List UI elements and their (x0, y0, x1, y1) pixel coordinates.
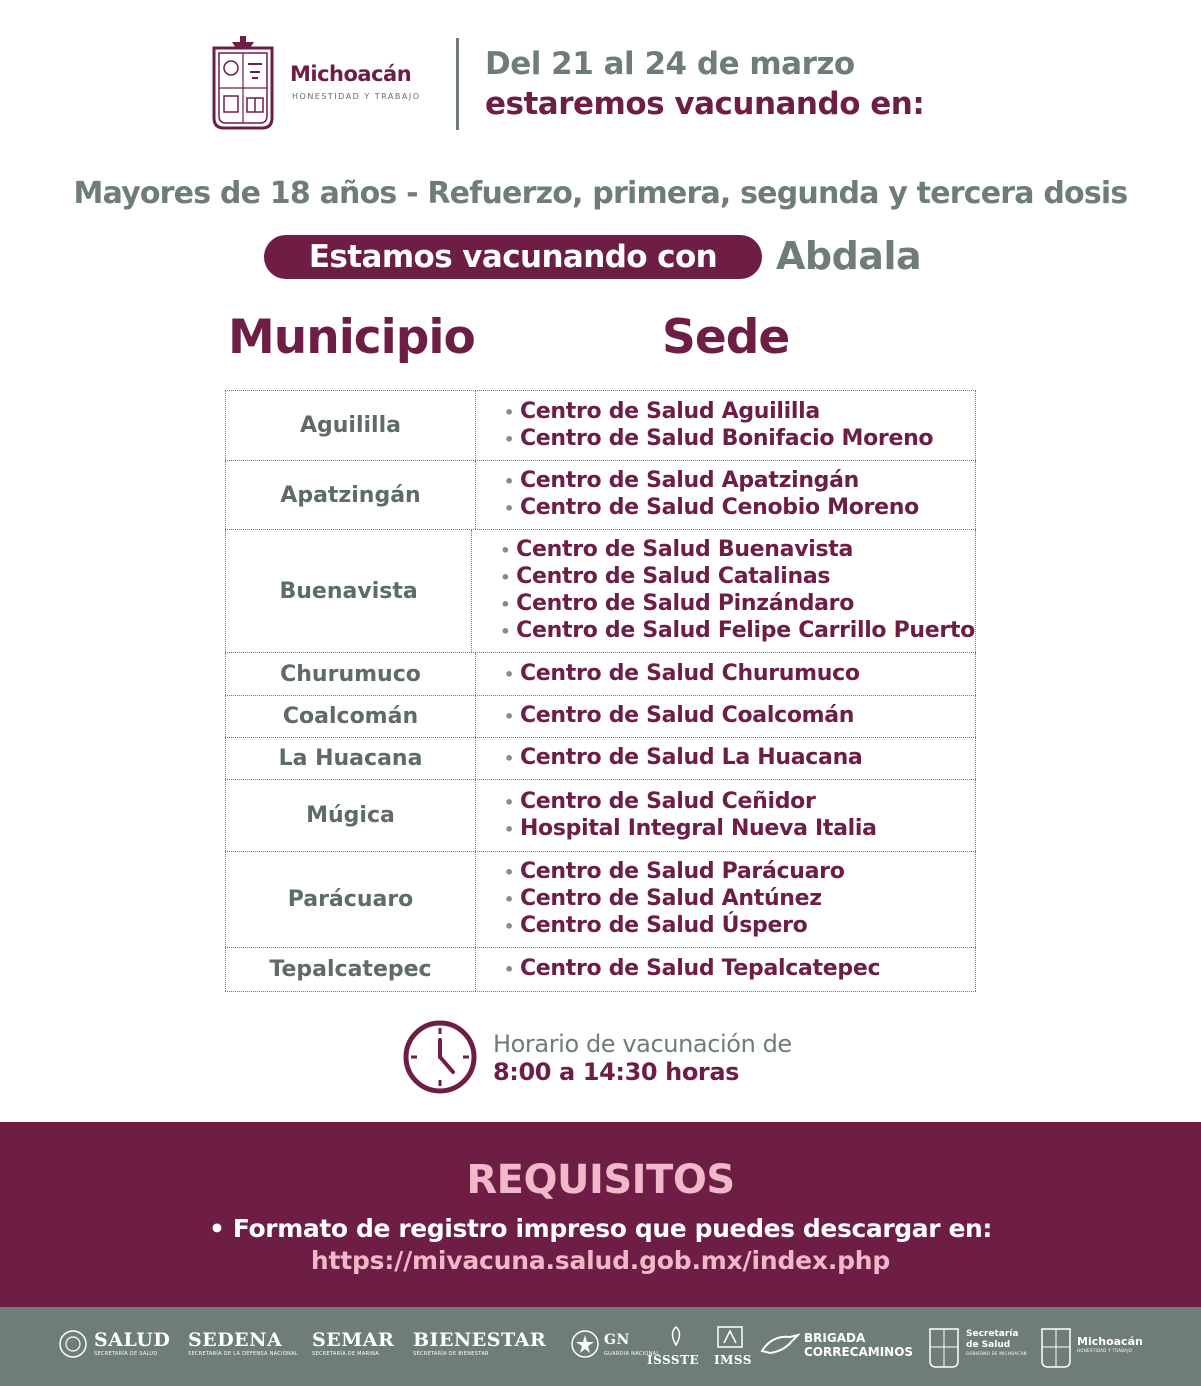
sede-item (500, 564, 975, 591)
schedule (400, 1016, 830, 1096)
clock-icon (400, 1016, 480, 1096)
michoacan-coat-of-arms-logo (210, 34, 276, 130)
michoacan-shield-icon (1040, 1323, 1072, 1369)
guardia-nacional-emblem-icon (570, 1329, 600, 1359)
bullet-icon: • (504, 402, 514, 422)
municipio-cell: Múgica (225, 780, 476, 851)
table-row (225, 390, 976, 460)
sede-name: Centro de Salud Felipe Carrillo Puerto (516, 618, 975, 643)
sede-name: Centro de Salud Aguililla (519, 398, 820, 424)
sede-name: Centro de Salud Churumuco (519, 660, 860, 686)
header-divider (456, 38, 459, 130)
sede-cell (476, 780, 976, 851)
column-header-municipio: Municipio (228, 310, 475, 365)
sede-item (500, 618, 975, 645)
sedena-logo-subtitle: SECRETARÍA DE LA DEFENSA NACIONAL (188, 1351, 298, 1357)
sede-item (504, 745, 975, 772)
table-row (225, 947, 976, 992)
requirements-section (0, 1122, 1201, 1307)
sedena-logo (188, 1329, 298, 1357)
sede-item (504, 886, 975, 913)
imss-emblem-icon (716, 1325, 744, 1349)
semar-logo-subtitle: SECRETARÍA DE MARINA (312, 1351, 379, 1357)
table-row (225, 460, 976, 529)
header (210, 34, 1010, 134)
bienestar-logo-text: BIENESTAR (413, 1329, 547, 1351)
sede-item (500, 591, 975, 618)
gn-logo-subtitle: GUARDIA NACIONAL (604, 1351, 660, 1357)
footer-logos (0, 1307, 1201, 1386)
municipio-cell: Aguililla (225, 391, 476, 460)
requirements-title: REQUISITOS (466, 1157, 735, 1203)
sede-cell (476, 696, 976, 737)
table-row (225, 851, 976, 947)
semar-logo (312, 1329, 394, 1357)
sede-name: Centro de Salud Tepalcatepec (519, 956, 881, 981)
bullet-icon: • (500, 622, 511, 641)
bullet-icon: • (504, 960, 514, 979)
michoacan-footer-text: Michoacán (1077, 1335, 1143, 1348)
bullet-icon: • (504, 472, 514, 491)
sedena-logo-text: SEDENA (188, 1329, 283, 1351)
bullet-icon: • (504, 429, 514, 449)
table-row (225, 779, 976, 851)
issste-logo-text: ISSSTE (647, 1353, 700, 1367)
roadrunner-icon (760, 1331, 800, 1359)
sede-name: Centro de Salud Pinzándaro (516, 591, 855, 616)
sites-table (225, 390, 976, 992)
bullet-icon: • (504, 792, 514, 812)
municipio-cell: Tepalcatepec (225, 948, 476, 991)
bullet-icon: • (504, 749, 514, 768)
sede-cell (476, 391, 976, 460)
sede-name: Centro de Salud Ceñidor (519, 788, 816, 814)
table-row (225, 529, 976, 652)
bullet-icon: • (500, 568, 511, 587)
sede-name: Centro de Salud Buenavista (516, 537, 854, 562)
municipio-cell: Churumuco (225, 653, 476, 695)
bienestar-logo (413, 1329, 546, 1357)
brand-tagline: HONESTIDAD Y TRABAJO (292, 92, 421, 101)
table-row (225, 737, 976, 779)
sede-item (504, 816, 975, 843)
bullet-icon: • (504, 890, 514, 909)
brigada-logo-text: BRIGADA (804, 1331, 866, 1345)
imss-logo (714, 1349, 752, 1371)
sede-name: Centro de Salud Parácuaro (519, 859, 845, 884)
sede-name: Centro de Salud Catalinas (516, 564, 831, 589)
brigada-correcaminos-logo (804, 1331, 913, 1359)
bienestar-logo-subtitle: SECRETARÍA DE BIENESTAR (413, 1351, 489, 1357)
michoacan-footer-subtitle: HONESTIDAD Y TRABAJO (1077, 1348, 1133, 1353)
municipio-cell: Apatzingán (225, 461, 476, 529)
correcaminos-logo-text: CORRECAMINOS (804, 1345, 914, 1359)
sede-item (504, 468, 975, 495)
requirement-item: • Formato de registro impreso que puedes descargar en: (208, 1214, 993, 1243)
imss-logo-text: IMSS (714, 1353, 752, 1367)
secretaria-salud-logo (966, 1329, 1027, 1356)
michoacan-footer-logo (1077, 1335, 1143, 1353)
semar-logo-text: SEMAR (312, 1329, 395, 1351)
sede-name: Centro de Salud Bonifacio Moreno (519, 425, 934, 451)
secretaria-logo-text: Secretaría (966, 1329, 1019, 1339)
sede-name: Centro de Salud Úspero (519, 913, 808, 938)
schedule-hours: 8:00 a 14:30 horas (493, 1058, 740, 1086)
sede-item (504, 703, 975, 730)
sede-cell (476, 852, 976, 947)
municipio-cell: Coalcomán (225, 696, 476, 737)
bullet-icon: • (504, 664, 514, 684)
issste-logo (647, 1349, 699, 1371)
sede-name: Centro de Salud Antúnez (519, 886, 822, 911)
salud-logo-text: SALUD (94, 1329, 171, 1351)
column-header-sede: Sede (662, 310, 790, 365)
brand-name: Michoacán (290, 62, 412, 86)
municipio-cell: Buenavista (225, 530, 472, 652)
registration-url-link[interactable]: https://mivacuna.salud.gob.mx/index.php (310, 1246, 891, 1275)
municipio-cell: Parácuaro (225, 852, 476, 947)
vaccine-name: Abdala (776, 234, 922, 278)
municipio-cell: La Huacana (225, 738, 476, 779)
table-row (225, 695, 976, 737)
bullet-icon: • (504, 499, 514, 518)
bullet-icon: • (504, 819, 514, 839)
date-range: Del 21 al 24 de marzo (485, 46, 855, 82)
sede-item (500, 537, 975, 564)
sede-name: Centro de Salud La Huacana (519, 745, 863, 770)
secretaria-salud-shield-icon (928, 1325, 960, 1369)
sede-cell (476, 461, 976, 529)
sede-cell (476, 738, 976, 779)
sede-name: Centro de Salud Apatzingán (519, 468, 860, 493)
gn-logo-text: GN (604, 1332, 630, 1348)
audience-text: Mayores de 18 años - Refuerzo, primera, segunda y tercera dosis (73, 176, 1128, 211)
sede-item (504, 661, 975, 688)
de-salud-logo-text: de Salud (966, 1340, 1011, 1350)
sede-name: Hospital Integral Nueva Italia (519, 815, 877, 841)
salud-logo-subtitle: SECRETARÍA DE SALUD (94, 1351, 158, 1357)
salud-logo (94, 1329, 170, 1357)
bullet-icon: • (500, 541, 511, 560)
bullet-icon: • (504, 707, 514, 726)
sede-name: Centro de Salud Cenobio Moreno (519, 495, 919, 520)
sede-item (504, 495, 975, 522)
sede-item (504, 913, 975, 940)
sede-cell (476, 948, 976, 991)
sede-name: Centro de Salud Coalcomán (519, 703, 855, 728)
sede-item (504, 956, 975, 983)
sede-item (504, 426, 975, 453)
sede-item (504, 399, 975, 426)
schedule-label: Horario de vacunación de (493, 1030, 792, 1058)
bullet-icon: • (500, 595, 511, 614)
headline: estaremos vacunando en: (485, 86, 925, 122)
issste-emblem-icon (665, 1325, 687, 1347)
secretaria-salud-subtitle: GOBIERNO DE MICHOACÁN (966, 1351, 1027, 1356)
mexico-eagle-emblem-icon (58, 1329, 88, 1359)
table-row (225, 652, 976, 695)
sede-cell (472, 530, 976, 652)
bullet-icon: • (504, 863, 514, 882)
sede-item (504, 789, 975, 816)
vaccine-pill: Estamos vacunando con (264, 235, 762, 279)
bullet-icon: • (504, 917, 514, 936)
sede-cell (476, 653, 976, 695)
sede-item (504, 859, 975, 886)
